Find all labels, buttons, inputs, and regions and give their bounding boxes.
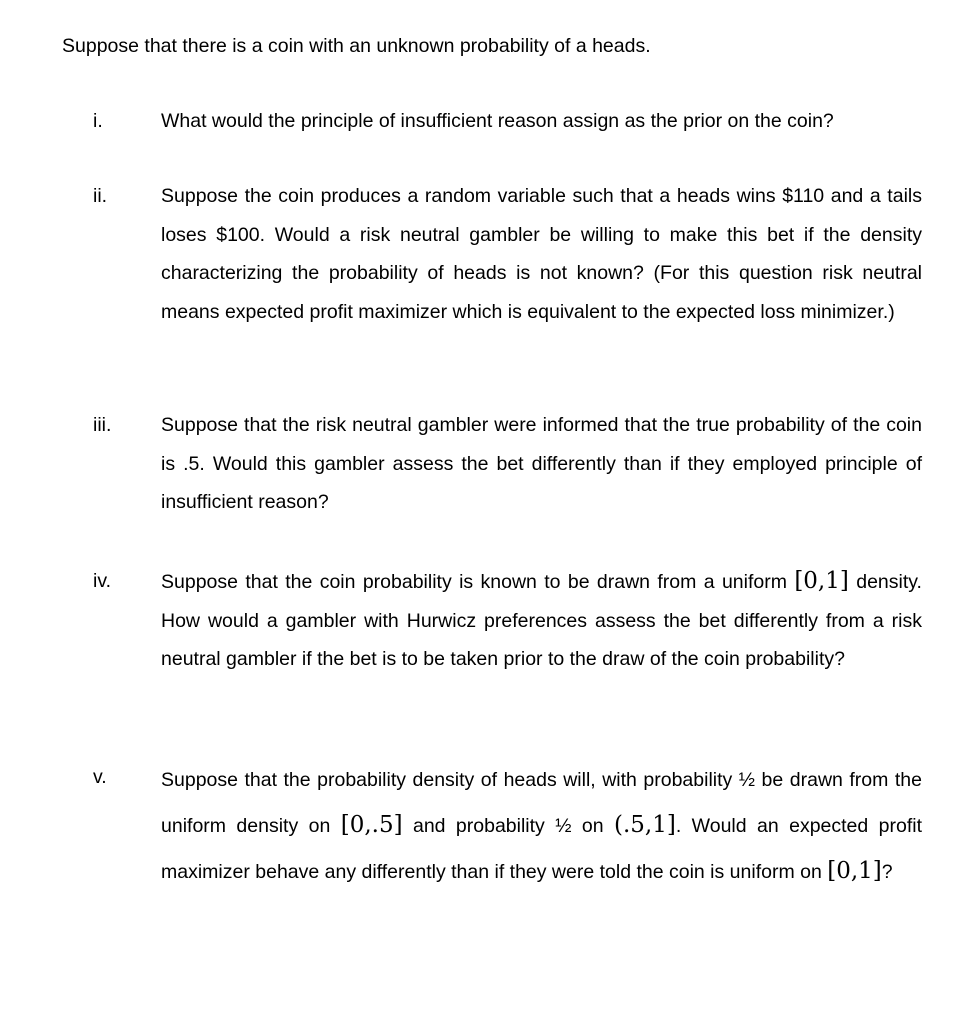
question-text: Suppose that the coin probability is known to be drawn from a uniform [0,1] density. How would a gambler with Hurwicz preferences assess the bet differently from a risk neutral gambler if the bet is to be taken prior to the draw of the coin probability? bbox=[161, 568, 922, 670]
question-text: Suppose the coin produces a random variable such that a heads wins $110 and a tails loses $100. Would a risk neutral gambler be willing to make this bet if the density characterizing the probability of heads is not known? (For this question risk neutral means expected profit maximizer which is equivalent to the expected loss minimizer.) bbox=[161, 185, 922, 323]
question-text: Suppose that the risk neutral gambler were informed that the true probability of the coin is .5. Would this gambler assess the bet differently than if they employed principle of insufficient reason? bbox=[161, 414, 922, 513]
intro-text: Suppose that there is a coin with an unknown probability of a heads. bbox=[62, 35, 651, 57]
question-text: Suppose that the probability density of heads will, with probability ½ be drawn from the uniform density on [0,.5] and probability ½ on (.5,1]. Would an expected profit maximizer behave any differently than if they were told the coin is uniform on [0,1]? bbox=[161, 769, 922, 884]
interval: [0,.5] bbox=[340, 812, 403, 838]
question-number: v. bbox=[93, 766, 107, 788]
question-number: ii. bbox=[93, 185, 108, 207]
question-number: iv. bbox=[93, 570, 112, 592]
question-text: What would the principle of insufficient reason assign as the prior on the coin? bbox=[161, 110, 834, 132]
interval: (.5,1] bbox=[614, 812, 676, 838]
interval: [0,1] bbox=[827, 858, 882, 884]
question-number: iii. bbox=[93, 414, 112, 436]
question-number: i. bbox=[93, 110, 103, 132]
interval: [0,1] bbox=[794, 568, 849, 594]
